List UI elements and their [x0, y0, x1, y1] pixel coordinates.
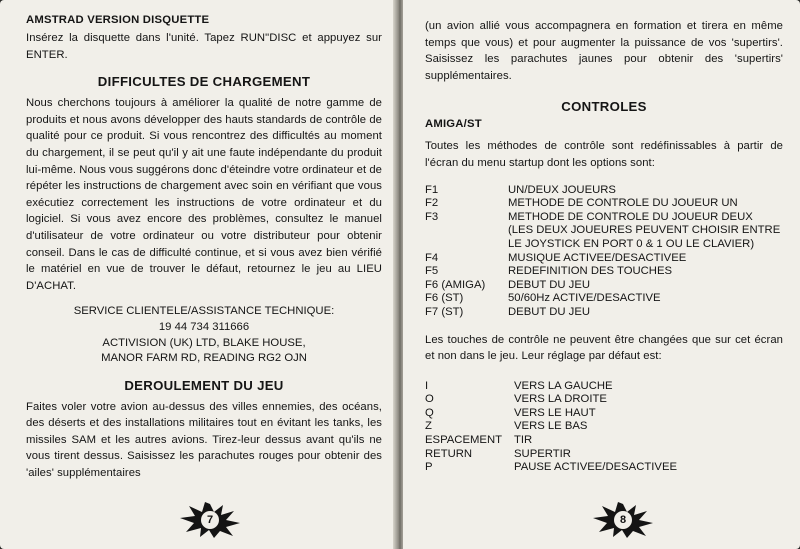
gameplay-text: Faites voler votre avion au-dessus des villes ennemies, des océans, des déserts et des installations militaires tout en évitant les tanks, les missiles SAM et les autres avions. Tirez-leur dessus avant qu'ils ne vous tirent dessus. Saisissez les parachutes rouges pour obtenir des 'ailes' supplémentaires [26, 400, 382, 480]
continued-text: (un avion allié vous accompagnera en formation et tirera en même temps que vous) et pour augmenter la puissance de vos 'supertirs'. Saisissez les parachutes jaunes pour obtenir des 'supertirs' supplémentaires. [425, 20, 783, 82]
gameplay-heading: DEROULEMENT DU JEU [124, 377, 284, 393]
left-page-content [26, 12, 382, 482]
key-row [425, 461, 783, 475]
contact-line-3: ACTIVISION (UK) LTD, BLAKE HOUSE, [102, 336, 306, 349]
key-description: MUSIQUE ACTIVEE/DESACTIVEE [508, 251, 687, 264]
key-label: RETURN [425, 447, 473, 460]
key-label: F7 (ST) [425, 305, 464, 318]
page-number-left-text: 7 [201, 511, 219, 529]
key-description: 50/60Hz ACTIVE/DESACTIVE [508, 292, 661, 305]
key-description: TIR [514, 434, 533, 447]
key-row [425, 380, 783, 394]
key-label: F6 (AMIGA) [425, 278, 486, 291]
key-row [425, 420, 783, 434]
key-row [425, 238, 783, 252]
contact-block [26, 304, 382, 366]
key-label: O [425, 393, 434, 406]
key-row [425, 265, 783, 279]
contact-phone: 19 44 734 311666 [158, 320, 250, 333]
key-row [425, 184, 783, 198]
page-right [403, 0, 800, 549]
page-number-right-text: 8 [614, 511, 632, 529]
key-label: F3 [425, 210, 439, 223]
key-description: METHODE DE CONTROLE DU JOUEUR UN [508, 197, 738, 210]
key-label: F1 [425, 183, 439, 196]
key-label: ESPACEMENT [425, 434, 502, 447]
contact-line-4: MANOR FARM RD, READING RG2 OJN [101, 352, 307, 365]
key-description: SUPERTIR [514, 447, 571, 460]
key-description: METHODE DE CONTROLE DU JOUEUR DEUX [508, 210, 753, 223]
key-row [425, 393, 783, 407]
page-number-left [178, 501, 242, 539]
key-label: F5 [425, 265, 439, 278]
key-label [425, 224, 508, 238]
key-row [425, 407, 783, 421]
loading-heading: DIFFICULTES DE CHARGEMENT [97, 74, 311, 90]
key-description: UN/DEUX JOUEURS [508, 183, 616, 196]
function-keys-list [425, 184, 783, 320]
key-row [425, 197, 783, 211]
key-description: (LES DEUX JOUEURES PEUVENT CHOISIR ENTRE [508, 224, 781, 237]
key-row [425, 306, 783, 320]
platform-label: AMIGA/ST [425, 118, 482, 131]
key-row [425, 211, 783, 225]
key-description: VERS LA DROITE [514, 393, 607, 406]
key-description: VERS LE HAUT [514, 406, 596, 419]
default-keys-list [425, 380, 783, 475]
key-label: F4 [425, 251, 439, 264]
controls-intro: Toutes les méthodes de contrôle sont redéfinissables à partir de l'écran du menu startup dont les options sont: [425, 140, 783, 169]
key-label: F6 (ST) [425, 292, 464, 305]
key-row [425, 292, 783, 306]
amstrad-heading: AMSTRAD VERSION DISQUETTE [26, 14, 210, 26]
key-description: REDEFINITION DES TOUCHES [508, 265, 673, 278]
key-row [425, 224, 783, 238]
key-label: P [425, 461, 433, 474]
keys-note: Les touches de contrôle ne peuvent être changées que sur cet écran et non dans le jeu. Leur réglage par défaut est: [425, 333, 783, 363]
key-description: PAUSE ACTIVEE/DESACTIVEE [514, 461, 678, 474]
key-label: F2 [425, 197, 439, 210]
key-label [425, 238, 508, 252]
page-left [0, 0, 397, 549]
contact-line-1: SERVICE CLIENTELE/ASSISTANCE TECHNIQUE: [73, 305, 335, 318]
key-description: LE JOYSTICK EN PORT 0 & 1 OU LE CLAVIER) [508, 237, 755, 250]
key-label: I [425, 379, 429, 392]
key-description: VERS LE BAS [514, 420, 588, 433]
key-row [425, 448, 783, 462]
key-label: Z [425, 420, 432, 433]
key-description: VERS LA GAUCHE [514, 379, 613, 392]
page-number-right [591, 501, 655, 539]
key-label: Q [425, 406, 434, 419]
loading-text: Nous cherchons toujours à améliorer la qualité de notre gamme de produits et nous avons développer des hauts standards de contrôle de qualité pour ce produit. Si vous rencontrez des difficultés au moment du chargement, il se peut qu'il y ait une faute indépendante du produit lui-même. Nous vous suggérons donc d'éteindre votre ordinateur et de répéter les instructions de chargement avec soin en vérifiant que vous exécutiez correctement les instructions de votre ordinateur et du logiciel. Si vous avez encore des problèmes, consultez le manuel d'utilisateur de votre ordinateur ou votre distributeur pour obtenir conseil. Dans le cas de difficulté continue, et si vous avez bien vérifié le matériel en vue de trouver le défaut, retournez le jeu au LIEU D'ACHAT. [26, 97, 382, 292]
key-row [425, 252, 783, 266]
key-row [425, 434, 783, 448]
amstrad-text: Insérez la disquette dans l'unité. Tapez RUN"DISC et appuyez sur ENTER. [26, 32, 382, 61]
key-row [425, 279, 783, 293]
key-description: DEBUT DU JEU [508, 278, 591, 291]
key-description: DEBUT DU JEU [508, 305, 591, 318]
right-page-content [425, 18, 783, 475]
controls-heading: CONTROLES [561, 99, 647, 115]
